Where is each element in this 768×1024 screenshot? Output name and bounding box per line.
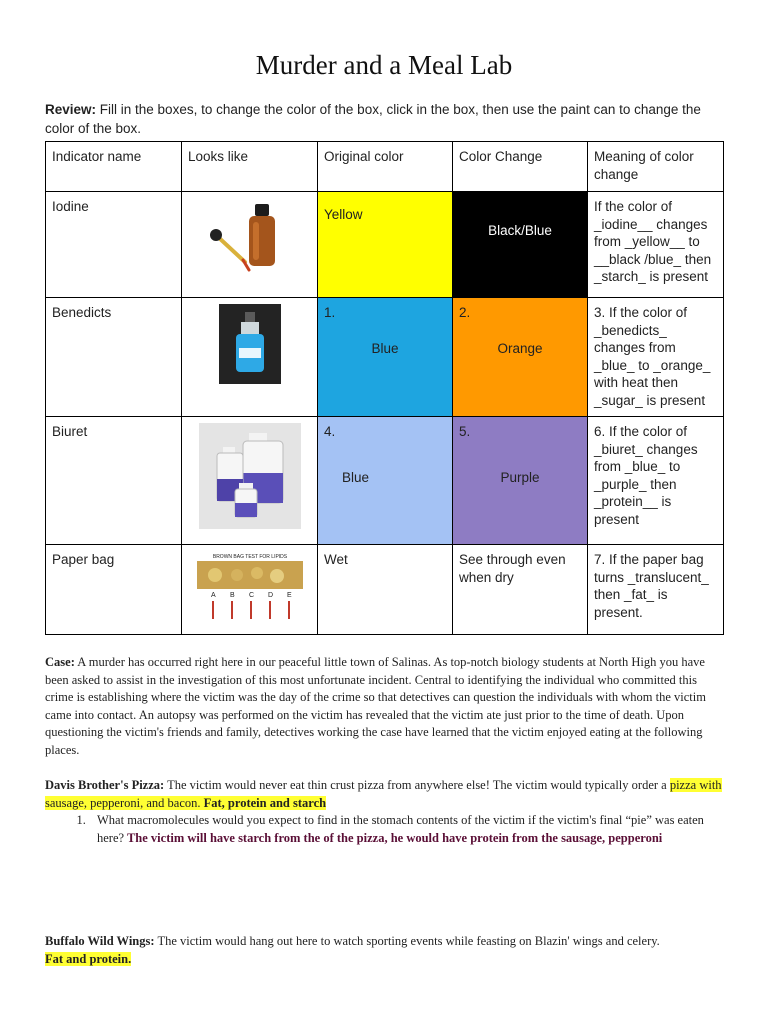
case-text: A murder has occurred right here in our peaceful little town of Salinas. As top-notch biology students at North High you have been asked to assist in the investigation of this most unfortunate incident. Central to identifying the individual who committed this crime is establishing where the victim was the day of the crime so that detectives can question the individuals with whom the victim came into contact. An autopsy was performed on the victim has revealed that the victim ate just prior to the time of death. Upon questioning the victim's friends and family, detectives working the case have learned that the victim enjoyed eating at the following places.	[45, 655, 706, 757]
indicator-name-cell[interactable]: Paper bag	[46, 545, 182, 635]
original-color-number: 1.	[324, 305, 336, 320]
original-color-label: Wet	[324, 552, 348, 567]
color-change-label: Purple	[500, 469, 540, 485]
page-title: Murder and a Meal Lab	[255, 50, 513, 80]
bag-image-letter: E	[286, 592, 292, 599]
header-looks-like: Looks like	[182, 142, 318, 192]
meaning-cell[interactable]: 3. If the color of _benedicts_ changes from _blue_ to _orange_ with heat then _sugar_ is present	[588, 298, 724, 417]
brown-bag-lipid-test-image	[197, 551, 303, 623]
davis-label: Davis Brother's Pizza:	[45, 778, 165, 792]
color-change-cell[interactable]	[453, 192, 588, 298]
iodine-dropper-bottle-image	[205, 198, 295, 278]
list-item	[89, 812, 725, 847]
looks-like-cell[interactable]	[182, 192, 318, 298]
original-color-number: 4.	[324, 424, 336, 439]
davis-section	[45, 777, 725, 847]
bag-image-letter: A	[210, 592, 216, 599]
davis-text: The victim would never eat thin crust pizza from anywhere else! The victim would typically order a	[164, 778, 670, 792]
original-color-label: Blue	[342, 469, 370, 485]
indicator-table	[45, 141, 724, 635]
original-color-cell[interactable]	[318, 545, 453, 635]
original-color-label: Blue	[371, 340, 399, 356]
color-change-label: See through even when dry	[459, 552, 566, 585]
review-label: Review:	[45, 102, 97, 117]
davis-highlight: pizza with sausage, pepperoni, and bacon.	[45, 778, 722, 810]
davis-paragraph	[45, 777, 725, 812]
table-row-paper-bag	[46, 545, 724, 635]
bag-image-caption: BROWN BAG TEST FOR LIPIDS	[212, 554, 287, 560]
color-change-number: 5.	[459, 424, 471, 439]
header-meaning: Meaning of color change	[588, 142, 724, 192]
table-header-row	[46, 142, 724, 192]
looks-like-cell[interactable]	[182, 298, 318, 417]
buffalo-text: The victim would hang out here to watch sporting events while feasting on Blazin' wings and celery.	[154, 934, 660, 948]
indicator-name-cell[interactable]: Iodine	[46, 192, 182, 298]
original-color-cell[interactable]	[318, 192, 453, 298]
table-row-biuret	[46, 417, 724, 545]
buffalo-label: Buffalo Wild Wings:	[45, 934, 155, 948]
looks-like-cell[interactable]	[182, 545, 318, 635]
color-change-label: Black/Blue	[488, 223, 552, 238]
indicator-name-cell[interactable]: Benedicts	[46, 298, 182, 417]
indicator-name-cell[interactable]: Biuret	[46, 417, 182, 545]
davis-question: What macromolecules would you expect to find in the stomach contents of the victim if the victim's final “pie” was eaten here?	[97, 813, 704, 845]
bag-image-letter: B	[229, 592, 235, 599]
color-change-cell[interactable]	[453, 545, 588, 635]
review-text: Fill in the boxes, to change the color of the box, click in the box, then use the paint can to change the color of the box.	[45, 102, 701, 136]
table-row-iodine	[46, 192, 724, 298]
davis-highlight-bold: Fat, protein and starch	[200, 795, 327, 810]
header-indicator-name: Indicator name	[46, 142, 182, 192]
color-change-number: 2.	[459, 305, 471, 320]
color-change-label: Orange	[497, 340, 543, 356]
table-row-benedicts	[46, 298, 724, 417]
review-instructions	[45, 100, 725, 138]
case-label: Case:	[45, 655, 75, 669]
original-color-cell[interactable]	[318, 417, 453, 545]
original-color-label: Yellow	[324, 207, 363, 222]
davis-answer[interactable]: The victim will have starch from the of the pizza, he would have protein from the sausage, pepperoni	[124, 830, 663, 845]
bag-image-letter: D	[267, 592, 273, 599]
davis-question-list	[45, 812, 725, 847]
buffalo-section	[45, 933, 725, 968]
header-color-change: Color Change	[453, 142, 588, 192]
color-change-cell[interactable]	[453, 298, 588, 417]
buffalo-answer[interactable]: Fat and protein.	[45, 951, 132, 966]
bag-image-letter: C	[248, 592, 254, 599]
case-paragraph	[45, 654, 725, 759]
header-original-color: Original color	[318, 142, 453, 192]
original-color-cell[interactable]	[318, 298, 453, 417]
biuret-reagent-bottles-image	[199, 423, 301, 529]
looks-like-cell[interactable]	[182, 417, 318, 545]
meaning-cell[interactable]: 7. If the paper bag turns _translucent_ then _fat_ is present.	[588, 545, 724, 635]
meaning-cell[interactable]: 6. If the color of _biuret_ changes from _blue_ to _purple_ then _protein__ is present	[588, 417, 724, 545]
meaning-cell[interactable]: If the color of _iodine__ changes from _yellow__ to __black /blue_ then _starch_ is present	[588, 192, 724, 298]
color-change-cell[interactable]	[453, 417, 588, 545]
benedicts-solution-bottle-image	[219, 304, 281, 384]
